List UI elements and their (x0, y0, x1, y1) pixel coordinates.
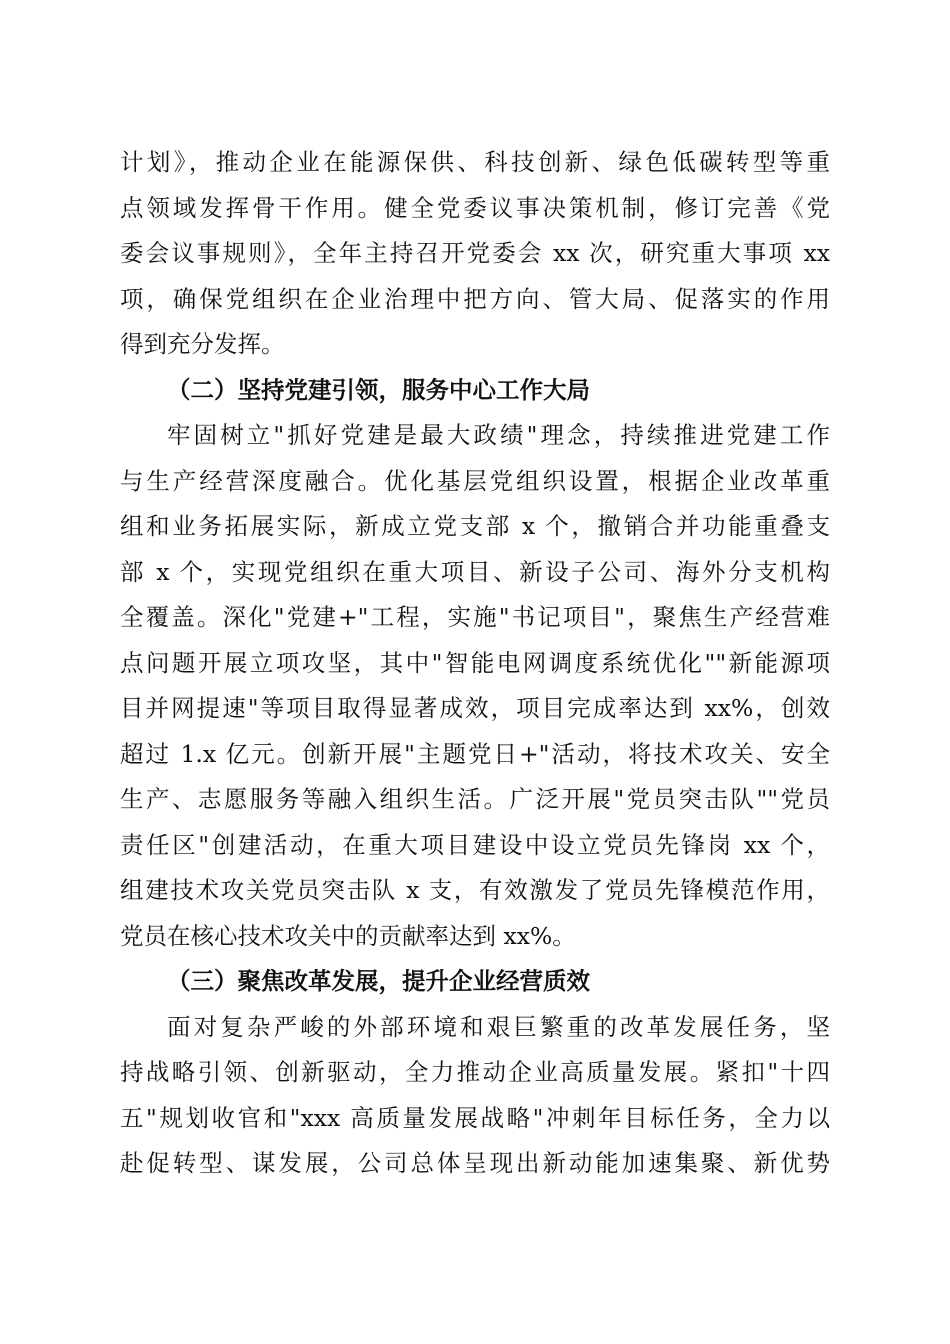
paragraph-3 (120, 1005, 830, 1187)
text-line: 持战略引领、创新驱动，全力推动企业高质量发展。紧扣"十四 (120, 1058, 830, 1086)
text-line: 得到充分发挥。 (120, 330, 285, 358)
paragraph-2 (120, 413, 830, 959)
paragraph-1 (120, 140, 830, 368)
text-line: 赴促转型、谋发展，公司总体呈现出新动能加速集聚、新优势 (120, 1149, 830, 1177)
text-line: 点领域发挥骨干作用。健全党委议事决策机制，修订完善《党 (120, 193, 830, 222)
text-line: 部 x 个，实现党组织在重大项目、新设子公司、海外分支机构 (120, 557, 830, 586)
section-heading-3: （三）聚焦改革发展，提升企业经营质效 (167, 967, 590, 995)
text-line: 计划》，推动企业在能源保供、科技创新、绿色低碳转型等重 (120, 148, 830, 176)
text-line: 委会议事规则》，全年主持召开党委会 xx 次，研究重大事项 xx (120, 239, 830, 267)
text-line: 党员在核心技术攻关中的贡献率达到 xx%。 (120, 921, 576, 950)
text-line: 责任区"创建活动，在重大项目建设中设立党员先锋岗 xx 个， (120, 830, 830, 859)
text-line: 点问题开展立项攻坚，其中"智能电网调度系统优化""新能源项 (120, 648, 830, 677)
document-body (120, 140, 830, 1187)
text-line: 生产、志愿服务等融入组织生活。广泛开展"党员突击队""党员 (120, 785, 830, 813)
text-line: 牢固树立"抓好党建是最大政绩"理念，持续推进党建工作 (167, 421, 830, 449)
text-line: 与生产经营深度融合。优化基层党组织设置，根据企业改革重 (120, 466, 830, 495)
text-line: 项，确保党组织在企业治理中把方向、管大局、促落实的作用 (120, 284, 830, 313)
text-line: 面对复杂严峻的外部环境和艰巨繁重的改革发展任务，坚 (167, 1012, 830, 1041)
text-line: 超过 1.x 亿元。创新开展"主题党日+"活动，将技术攻关、安全 (120, 739, 830, 768)
section-heading-2: （二）坚持党建引领，服务中心工作大局 (167, 375, 590, 404)
text-line: 目并网提速"等项目取得显著成效，项目完成率达到 xx%，创效 (120, 694, 830, 722)
text-line: 五"规划收官和"xxx 高质量发展战略"冲刺年目标任务，全力以 (120, 1103, 830, 1132)
text-line: 全覆盖。深化"党建+"工程，实施"书记项目"，聚焦生产经营难 (120, 603, 830, 631)
text-line: 组建技术攻关党员突击队 x 支，有效激发了党员先锋模范作用， (120, 876, 830, 904)
text-line: 组和业务拓展实际，新成立党支部 x 个，撤销合并功能重叠支 (120, 512, 830, 540)
